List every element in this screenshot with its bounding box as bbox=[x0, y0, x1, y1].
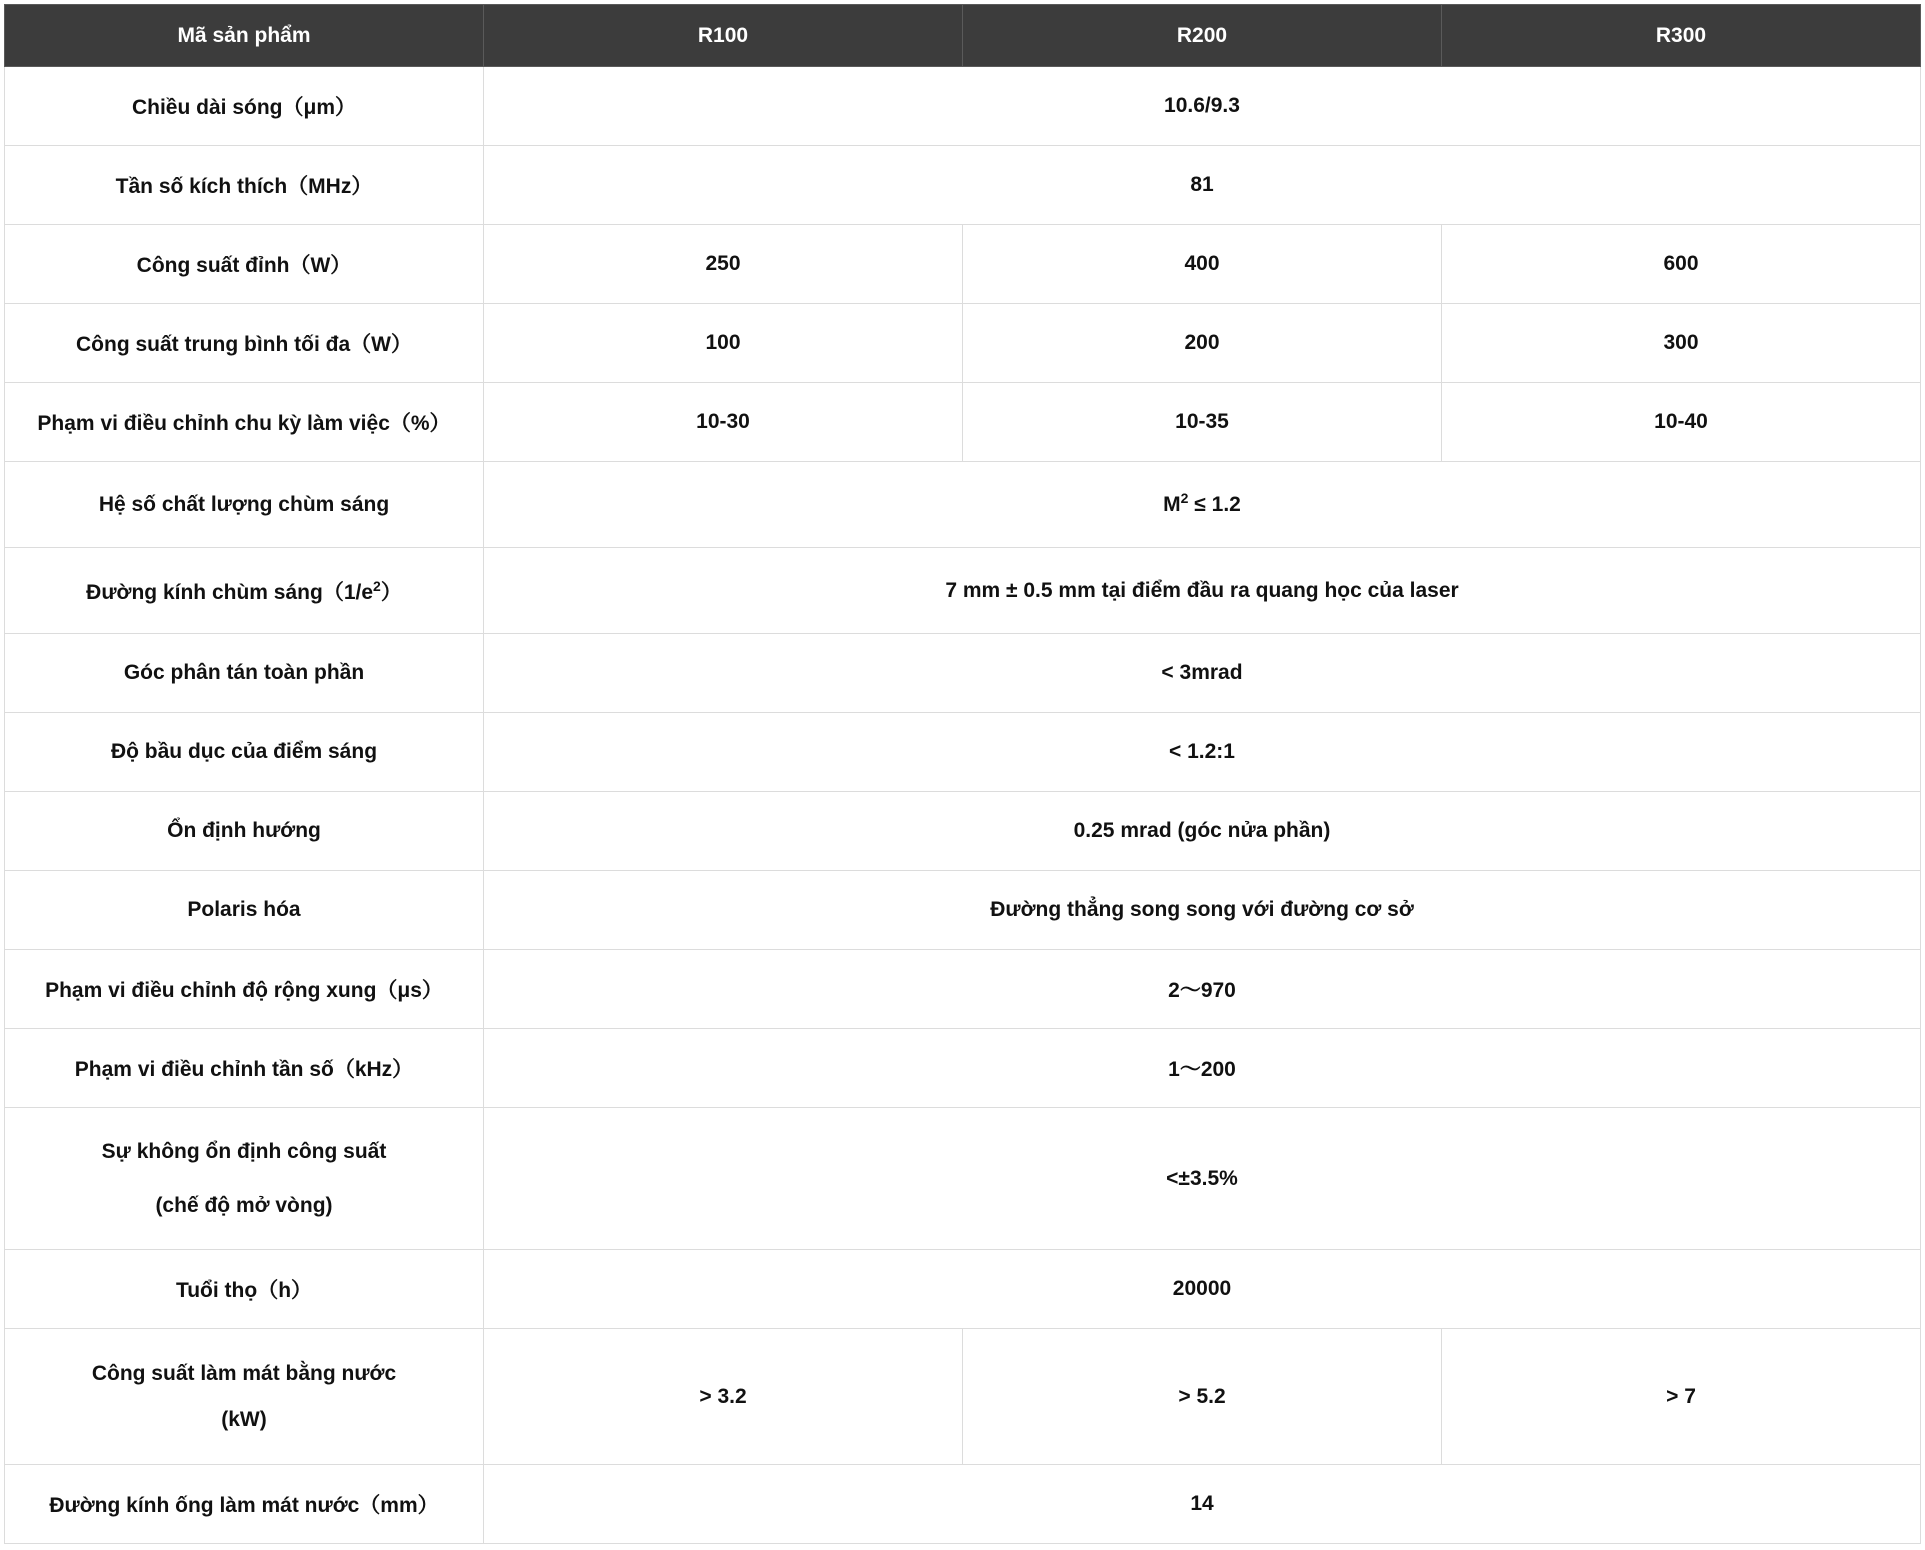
table-row bbox=[5, 383, 1921, 462]
table-row bbox=[5, 792, 1921, 871]
table-row bbox=[5, 67, 1921, 146]
row-value-power-instability: <±3.5% bbox=[484, 1108, 1921, 1250]
row-label-pulse-width: Phạm vi điều chỉnh độ rộng xung（μs） bbox=[5, 950, 484, 1029]
row-label-polarization: Polaris hóa bbox=[5, 871, 484, 950]
row-value-cooling-power-r300: > 7 bbox=[1442, 1329, 1921, 1465]
table-row bbox=[5, 1108, 1921, 1250]
beam-quality-prefix: M bbox=[1163, 492, 1181, 516]
row-value-pointing-stability: 0.25 mrad (góc nửa phần) bbox=[484, 792, 1921, 871]
row-label-pipe-diameter: Đường kính ống làm mát nước（mm） bbox=[5, 1465, 484, 1544]
cooling-power-label-line1: Công suất làm mát bằng nước bbox=[91, 1361, 397, 1385]
row-value-pipe-diameter: 14 bbox=[484, 1465, 1921, 1544]
table-row bbox=[5, 304, 1921, 383]
table-header bbox=[5, 5, 1921, 67]
row-value-peak-power-r200: 400 bbox=[963, 225, 1442, 304]
header-model-r300: R300 bbox=[1442, 5, 1921, 67]
row-value-peak-power-r100: 250 bbox=[484, 225, 963, 304]
row-label-beam-diameter bbox=[5, 548, 484, 634]
table-row bbox=[5, 950, 1921, 1029]
row-value-average-power-r300: 300 bbox=[1442, 304, 1921, 383]
row-label-beam-quality: Hệ số chất lượng chùm sáng bbox=[5, 462, 484, 548]
table-row bbox=[5, 871, 1921, 950]
row-label-divergence: Góc phân tán toàn phần bbox=[5, 634, 484, 713]
table-row bbox=[5, 634, 1921, 713]
table-row bbox=[5, 713, 1921, 792]
table-row bbox=[5, 1250, 1921, 1329]
table-row bbox=[5, 548, 1921, 634]
row-label-excitation-frequency: Tần số kích thích（MHz） bbox=[5, 146, 484, 225]
row-value-polarization: Đường thẳng song song với đường cơ sở bbox=[484, 871, 1921, 950]
beam-diameter-label-suffix: ） bbox=[380, 580, 402, 604]
beam-diameter-label-prefix: Đường kính chùm sáng（1/e bbox=[86, 580, 374, 604]
table-row bbox=[5, 462, 1921, 548]
row-label-ellipticity: Độ bầu dục của điểm sáng bbox=[5, 713, 484, 792]
row-value-divergence: < 3mrad bbox=[484, 634, 1921, 713]
row-value-cooling-power-r200: > 5.2 bbox=[963, 1329, 1442, 1465]
row-label-average-power: Công suất trung bình tối đa（W） bbox=[5, 304, 484, 383]
beam-quality-sup: 2 bbox=[1180, 489, 1189, 506]
row-label-lifetime: Tuổi thọ（h） bbox=[5, 1250, 484, 1329]
row-label-pointing-stability: Ổn định hướng bbox=[5, 792, 484, 871]
row-value-pulse-width: 2～970 bbox=[484, 950, 1921, 1029]
row-value-lifetime: 20000 bbox=[484, 1250, 1921, 1329]
row-label-peak-power: Công suất đỉnh（W） bbox=[5, 225, 484, 304]
table-row bbox=[5, 1029, 1921, 1108]
header-product-code: Mã sản phẩm bbox=[5, 5, 484, 67]
row-value-beam-diameter: 7 mm ± 0.5 mm tại điểm đầu ra quang học của laser bbox=[484, 548, 1921, 634]
power-instability-label-line2: (chế độ mở vòng) bbox=[155, 1193, 333, 1217]
row-value-duty-cycle-r100: 10-30 bbox=[484, 383, 963, 462]
row-value-average-power-r100: 100 bbox=[484, 304, 963, 383]
row-value-excitation-frequency: 81 bbox=[484, 146, 1921, 225]
row-value-wavelength: 10.6/9.3 bbox=[484, 67, 1921, 146]
power-instability-label-line1: Sự không ổn định công suất bbox=[101, 1139, 387, 1163]
row-label-cooling-power bbox=[5, 1329, 484, 1465]
header-row bbox=[5, 5, 1921, 67]
row-value-duty-cycle-r200: 10-35 bbox=[963, 383, 1442, 462]
spec-table bbox=[4, 4, 1921, 1544]
row-value-beam-quality bbox=[484, 462, 1921, 548]
row-label-wavelength: Chiều dài sóng（μm） bbox=[5, 67, 484, 146]
table-row bbox=[5, 1465, 1921, 1544]
beam-quality-suffix: ≤ 1.2 bbox=[1188, 492, 1241, 516]
row-value-ellipticity: < 1.2:1 bbox=[484, 713, 1921, 792]
row-label-power-instability bbox=[5, 1108, 484, 1250]
header-model-r100: R100 bbox=[484, 5, 963, 67]
row-value-cooling-power-r100: > 3.2 bbox=[484, 1329, 963, 1465]
row-value-average-power-r200: 200 bbox=[963, 304, 1442, 383]
header-model-r200: R200 bbox=[963, 5, 1442, 67]
beam-diameter-label-sup: 2 bbox=[373, 577, 381, 594]
row-label-duty-cycle: Phạm vi điều chỉnh chu kỳ làm việc（%） bbox=[5, 383, 484, 462]
cooling-power-label-line2: (kW) bbox=[221, 1407, 267, 1431]
table-body bbox=[5, 67, 1921, 1544]
row-value-duty-cycle-r300: 10-40 bbox=[1442, 383, 1921, 462]
table-row bbox=[5, 225, 1921, 304]
row-label-frequency-range: Phạm vi điều chỉnh tần số（kHz） bbox=[5, 1029, 484, 1108]
row-value-peak-power-r300: 600 bbox=[1442, 225, 1921, 304]
table-row bbox=[5, 1329, 1921, 1465]
table-row bbox=[5, 146, 1921, 225]
row-value-frequency-range: 1～200 bbox=[484, 1029, 1921, 1108]
